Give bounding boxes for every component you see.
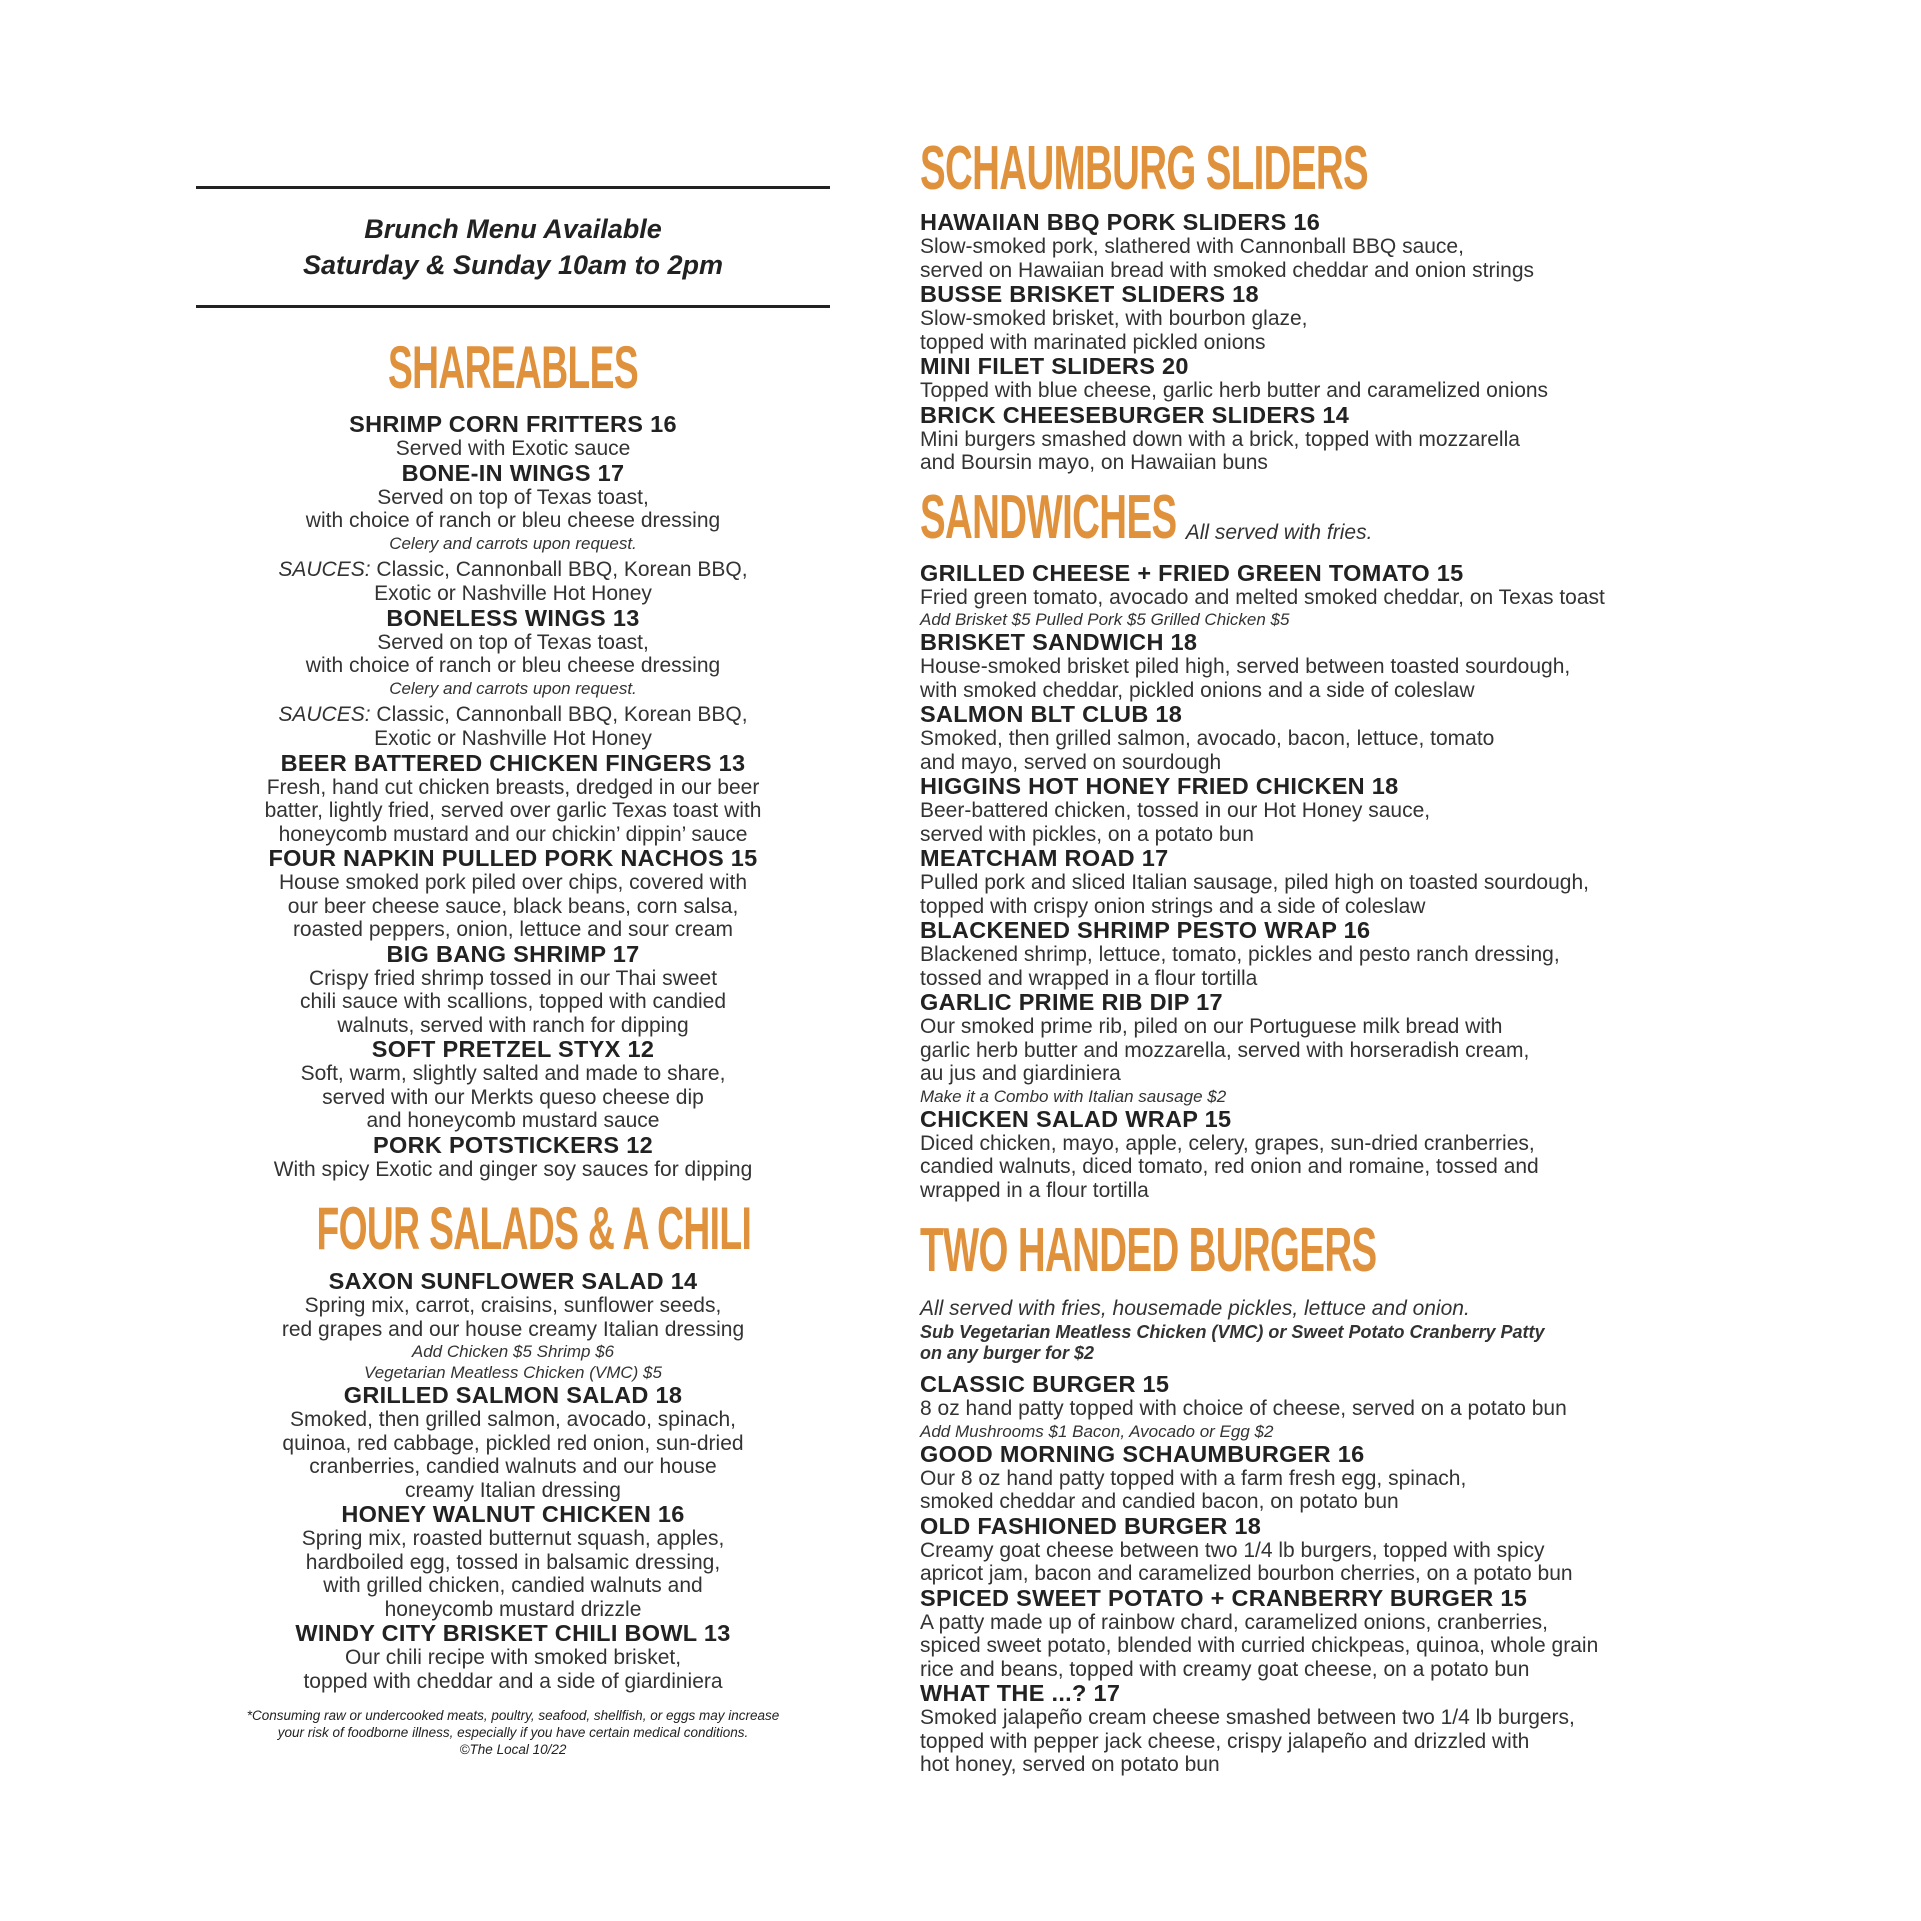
menu-item-description: Our smoked prime rib, piled on our Portuguese milk bread with garlic herb butter and mozzarella, served with horseradish cream, au jus and giardiniera <box>920 1015 1530 1085</box>
menu-item <box>920 1372 1800 1442</box>
menu-item-name: SOFT PRETZEL STYX 12 <box>371 1036 655 1062</box>
menu-item-name: FOUR NAPKIN PULLED PORK NACHOS 15 <box>268 845 758 871</box>
left-column <box>196 186 830 1758</box>
sauces-list: Classic, Cannonball BBQ, Korean BBQ, Exotic or Nashville Hot Honey <box>374 702 748 750</box>
shareables-list <box>196 412 830 1181</box>
menu-item-description: Served on top of Texas toast, with choice of ranch or bleu cheese dressing <box>305 630 721 677</box>
menu-item-description: Beer-battered chicken, tossed in our Hot Honey sauce, served with pickles, on a potato bun <box>920 799 1431 846</box>
sandwiches-list <box>920 561 1800 1203</box>
menu-item-name: BRISKET SANDWICH 18 <box>920 629 1198 655</box>
menu-item-note: Add Mushrooms $1 Bacon, Avocado or Egg $2 <box>920 1421 1274 1441</box>
menu-item-description: Fried green tomato, avocado and melted smoked cheddar, on Texas toast <box>920 585 1605 609</box>
menu-item-description: Smoked, then grilled salmon, avocado, spinach, quinoa, red cabbage, pickled red onion, sun-dried cranberries, candied walnuts and our house creamy Italian dressing <box>282 1408 744 1502</box>
menu-item-name: HAWAIIAN BBQ PORK SLIDERS 16 <box>920 209 1321 235</box>
menu-item-name: SHRIMP CORN FRITTERS 16 <box>349 411 677 437</box>
menu-item-description: Smoked, then grilled salmon, avocado, bacon, lettuce, tomato and mayo, served on sourdough <box>920 727 1495 774</box>
menu-item-description: House-smoked brisket piled high, served between toasted sourdough, with smoked cheddar, pickled onions and a side of coleslaw <box>920 655 1571 702</box>
sandwiches-title: SANDWICHES <box>920 482 1177 552</box>
burgers-title: TWO HANDED BURGERS <box>920 1216 1377 1285</box>
menu-item-description: House smoked pork piled over chips, covered with our beer cheese sauce, black beans, corn salsa, roasted peppers, onion, lettuce and sour cream <box>278 871 748 941</box>
menu-item-name: GRILLED SALMON SALAD 18 <box>343 1382 683 1408</box>
menu-item <box>196 751 830 847</box>
menu-item-name: BONE-IN WINGS 17 <box>401 459 625 486</box>
menu-item <box>920 1442 1800 1514</box>
menu-item <box>920 702 1800 774</box>
sauces-options <box>196 558 830 606</box>
menu-item-description: Served with Exotic sauce <box>395 437 631 460</box>
menu-item <box>196 1037 830 1133</box>
menu-item-name: SALMON BLT CLUB 18 <box>920 701 1183 727</box>
right-column <box>920 134 1800 1777</box>
menu-item-note: Add Brisket $5 Pulled Pork $5 Grilled Chicken $5 <box>920 610 1290 629</box>
menu-item-description: Topped with blue cheese, garlic herb butter and caramelized onions <box>920 379 1549 402</box>
menu-item-name: CLASSIC BURGER 15 <box>920 1371 1170 1397</box>
salads-list <box>196 1269 830 1693</box>
menu-item-name: WINDY CITY BRISKET CHILI BOWL 13 <box>295 1620 731 1646</box>
menu-item <box>196 1621 830 1693</box>
menu-item <box>196 1502 830 1621</box>
menu-item-note: Make it a Combo with Italian sausage $2 <box>920 1086 1227 1106</box>
menu-item <box>920 403 1800 475</box>
legal-footer: *Consuming raw or undercooked meats, poultry, seafood, shellfish, or eggs may increase your risk of foodborne illness, especially if you have certain medical conditions. ©The Local 10/22 <box>246 1708 780 1757</box>
menu-item <box>196 846 830 942</box>
menu-item <box>920 1681 1800 1777</box>
menu-item-description: 8 oz hand patty topped with choice of cheese, served on a potato bun <box>920 1397 1567 1420</box>
menu-item-name: BLACKENED SHRIMP PESTO WRAP 16 <box>920 917 1371 943</box>
burgers-list <box>920 1372 1800 1777</box>
menu-item-note: Celery and carrots upon request. <box>389 533 637 553</box>
menu-item-description: Mini burgers smashed down with a brick, topped with mozzarella and Boursin mayo, on Hawaiian buns <box>920 427 1520 474</box>
menu-item-description: Smoked jalapeño cream cheese smashed between two 1/4 lb burgers, topped with pepper jack cheese, crispy jalapeño and drizzled with hot honey, served on potato bun <box>920 1706 1575 1776</box>
menu-item <box>196 942 830 1038</box>
menu-item-description: Blackened shrimp, lettuce, tomato, pickles and pesto ranch dressing, tossed and wrapped in a flour tortilla <box>920 943 1560 990</box>
sauces-label: SAUCES: <box>278 702 371 726</box>
menu-item-note: Celery and carrots upon request. <box>389 678 637 698</box>
sandwiches-note: All served with fries. <box>1185 520 1373 544</box>
menu-item <box>920 630 1800 702</box>
menu-item <box>920 354 1800 403</box>
menu-item-name: WHAT THE ...? 17 <box>920 1680 1121 1706</box>
burgers-note: All served with fries, housemade pickles, lettuce and onion. <box>920 1297 1470 1320</box>
menu-item <box>920 1514 1800 1586</box>
brunch-notice <box>196 189 830 305</box>
menu-item-name: MINI FILET SLIDERS 20 <box>920 353 1189 379</box>
menu-item-description: Diced chicken, mayo, apple, celery, grapes, sun-dried cranberries, candied walnuts, diced tomato, red onion and romaine, tossed and wrapped in a flour tortilla <box>920 1131 1539 1202</box>
menu-item <box>920 846 1800 918</box>
menu-item-name: CHICKEN SALAD WRAP 15 <box>920 1105 1232 1132</box>
menu-item-description: Spring mix, carrot, craisins, sunflower seeds, red grapes and our house creamy Italian dressing <box>281 1294 745 1341</box>
menu-item-name: BONELESS WINGS 13 <box>386 604 640 631</box>
menu-item-name: BIG BANG SHRIMP 17 <box>386 940 640 967</box>
menu-item-name: BEER BATTERED CHICKEN FINGERS 13 <box>280 749 746 776</box>
menu-item-name: BUSSE BRISKET SLIDERS 18 <box>920 281 1259 307</box>
menu-item-name: BRICK CHEESEBURGER SLIDERS 14 <box>920 401 1350 428</box>
burgers-sub-note: Sub Vegetarian Meatless Chicken (VMC) or Sweet Potato Cranberry Patty on any burger for $2 <box>920 1322 1545 1363</box>
sauces-label: SAUCES: <box>278 557 371 581</box>
sauces-list: Classic, Cannonball BBQ, Korean BBQ, Exotic or Nashville Hot Honey <box>374 557 748 605</box>
menu-item-description: Slow-smoked pork, slathered with Cannonball BBQ sauce, served on Hawaiian bread with smoked cheddar and onion strings <box>920 235 1535 282</box>
menu-item <box>920 1586 1800 1682</box>
menu-item-name: SPICED SWEET POTATO + CRANBERRY BURGER 15 <box>920 1584 1528 1611</box>
menu-item <box>920 774 1800 846</box>
menu-item <box>920 282 1800 354</box>
menu-item <box>196 1269 830 1383</box>
brunch-line-2: Saturday & Sunday 10am to 2pm <box>302 250 724 280</box>
menu-item-name: OLD FASHIONED BURGER 18 <box>920 1512 1262 1539</box>
menu-item-description: Creamy goat cheese between two 1/4 lb burgers, topped with spicy apricot jam, bacon and caramelized bourbon cherries, on a potato bun <box>920 1538 1573 1585</box>
menu-item <box>196 1383 830 1502</box>
menu-item-description: Slow-smoked brisket, with bourbon glaze, topped with marinated pickled onions <box>920 307 1308 354</box>
sliders-title: SCHAUMBURG SLIDERS <box>920 134 1369 203</box>
menu-item-note: Add Chicken $5 Shrimp $6 Vegetarian Meatless Chicken (VMC) $5 <box>364 1342 662 1382</box>
menu-item <box>196 1133 830 1182</box>
menu-item <box>920 561 1800 631</box>
sandwiches-header <box>920 482 1800 552</box>
menu-item-description: With spicy Exotic and ginger soy sauces for dipping <box>273 1157 753 1181</box>
menu-item <box>196 412 830 461</box>
menu-item-name: GRILLED CHEESE + FRIED GREEN TOMATO 15 <box>920 559 1464 586</box>
menu-item-name: SAXON SUNFLOWER SALAD 14 <box>328 1268 698 1294</box>
menu-item-description: Fresh, hand cut chicken breasts, dredged in our beer batter, lightly fried, served over garlic Texas toast with honeycomb mustard and our chickin’ dippin’ sauce <box>264 775 762 846</box>
brunch-line-1: Brunch Menu Available <box>364 214 662 244</box>
menu-item-description: Our chili recipe with smoked brisket, topped with cheddar and a side of giardiniera <box>303 1646 723 1693</box>
menu-item-description: Pulled pork and sliced Italian sausage, piled high on toasted sourdough, topped with crispy onion strings and a side of coleslaw <box>920 871 1589 918</box>
menu-item <box>920 1107 1800 1203</box>
menu-item-description: Soft, warm, slightly salted and made to share, served with our Merkts queso cheese dip and honeycomb mustard sauce <box>300 1062 726 1132</box>
menu-item <box>920 918 1800 990</box>
menu-item-name: HIGGINS HOT HONEY FRIED CHICKEN 18 <box>920 773 1399 799</box>
menu-item-description: Served on top of Texas toast, with choice of ranch or bleu cheese dressing <box>305 485 721 532</box>
sliders-list <box>920 210 1800 475</box>
menu-item-name: HONEY WALNUT CHICKEN 16 <box>341 1501 685 1527</box>
menu-item-description: Crispy fried shrimp tossed in our Thai sweet chili sauce with scallions, topped with candied walnuts, served with ranch for dipping <box>299 966 727 1037</box>
menu-item-name: MEATCHAM ROAD 17 <box>920 845 1169 871</box>
menu-item <box>196 606 830 751</box>
menu-item <box>196 461 830 606</box>
shareables-title: SHAREABLES <box>387 334 639 401</box>
menu-item-description: A patty made up of rainbow chard, caramelized onions, cranberries, spiced sweet potato, blended with curried chickpeas, quinoa, whole grain rice and beans, topped with creamy goat cheese, on a potato bun <box>920 1610 1599 1681</box>
menu-item-name: GOOD MORNING SCHAUMBURGER 16 <box>920 1440 1365 1467</box>
salads-title: FOUR SALADS & A CHILI <box>316 1195 752 1262</box>
menu-item-name: PORK POTSTICKERS 12 <box>373 1131 653 1158</box>
menu-item <box>920 210 1800 282</box>
menu-item-name: GARLIC PRIME RIB DIP 17 <box>920 989 1223 1015</box>
menu-item-description: Our 8 oz hand patty topped with a farm fresh egg, spinach, smoked cheddar and candied bacon, on potato bun <box>920 1466 1467 1513</box>
menu-item-description: Spring mix, roasted butternut squash, apples, hardboiled egg, tossed in balsamic dressing, with grilled chicken, candied walnuts and honeycomb mustard drizzle <box>301 1527 725 1621</box>
menu-item <box>920 990 1800 1107</box>
sauces-options <box>196 703 830 751</box>
